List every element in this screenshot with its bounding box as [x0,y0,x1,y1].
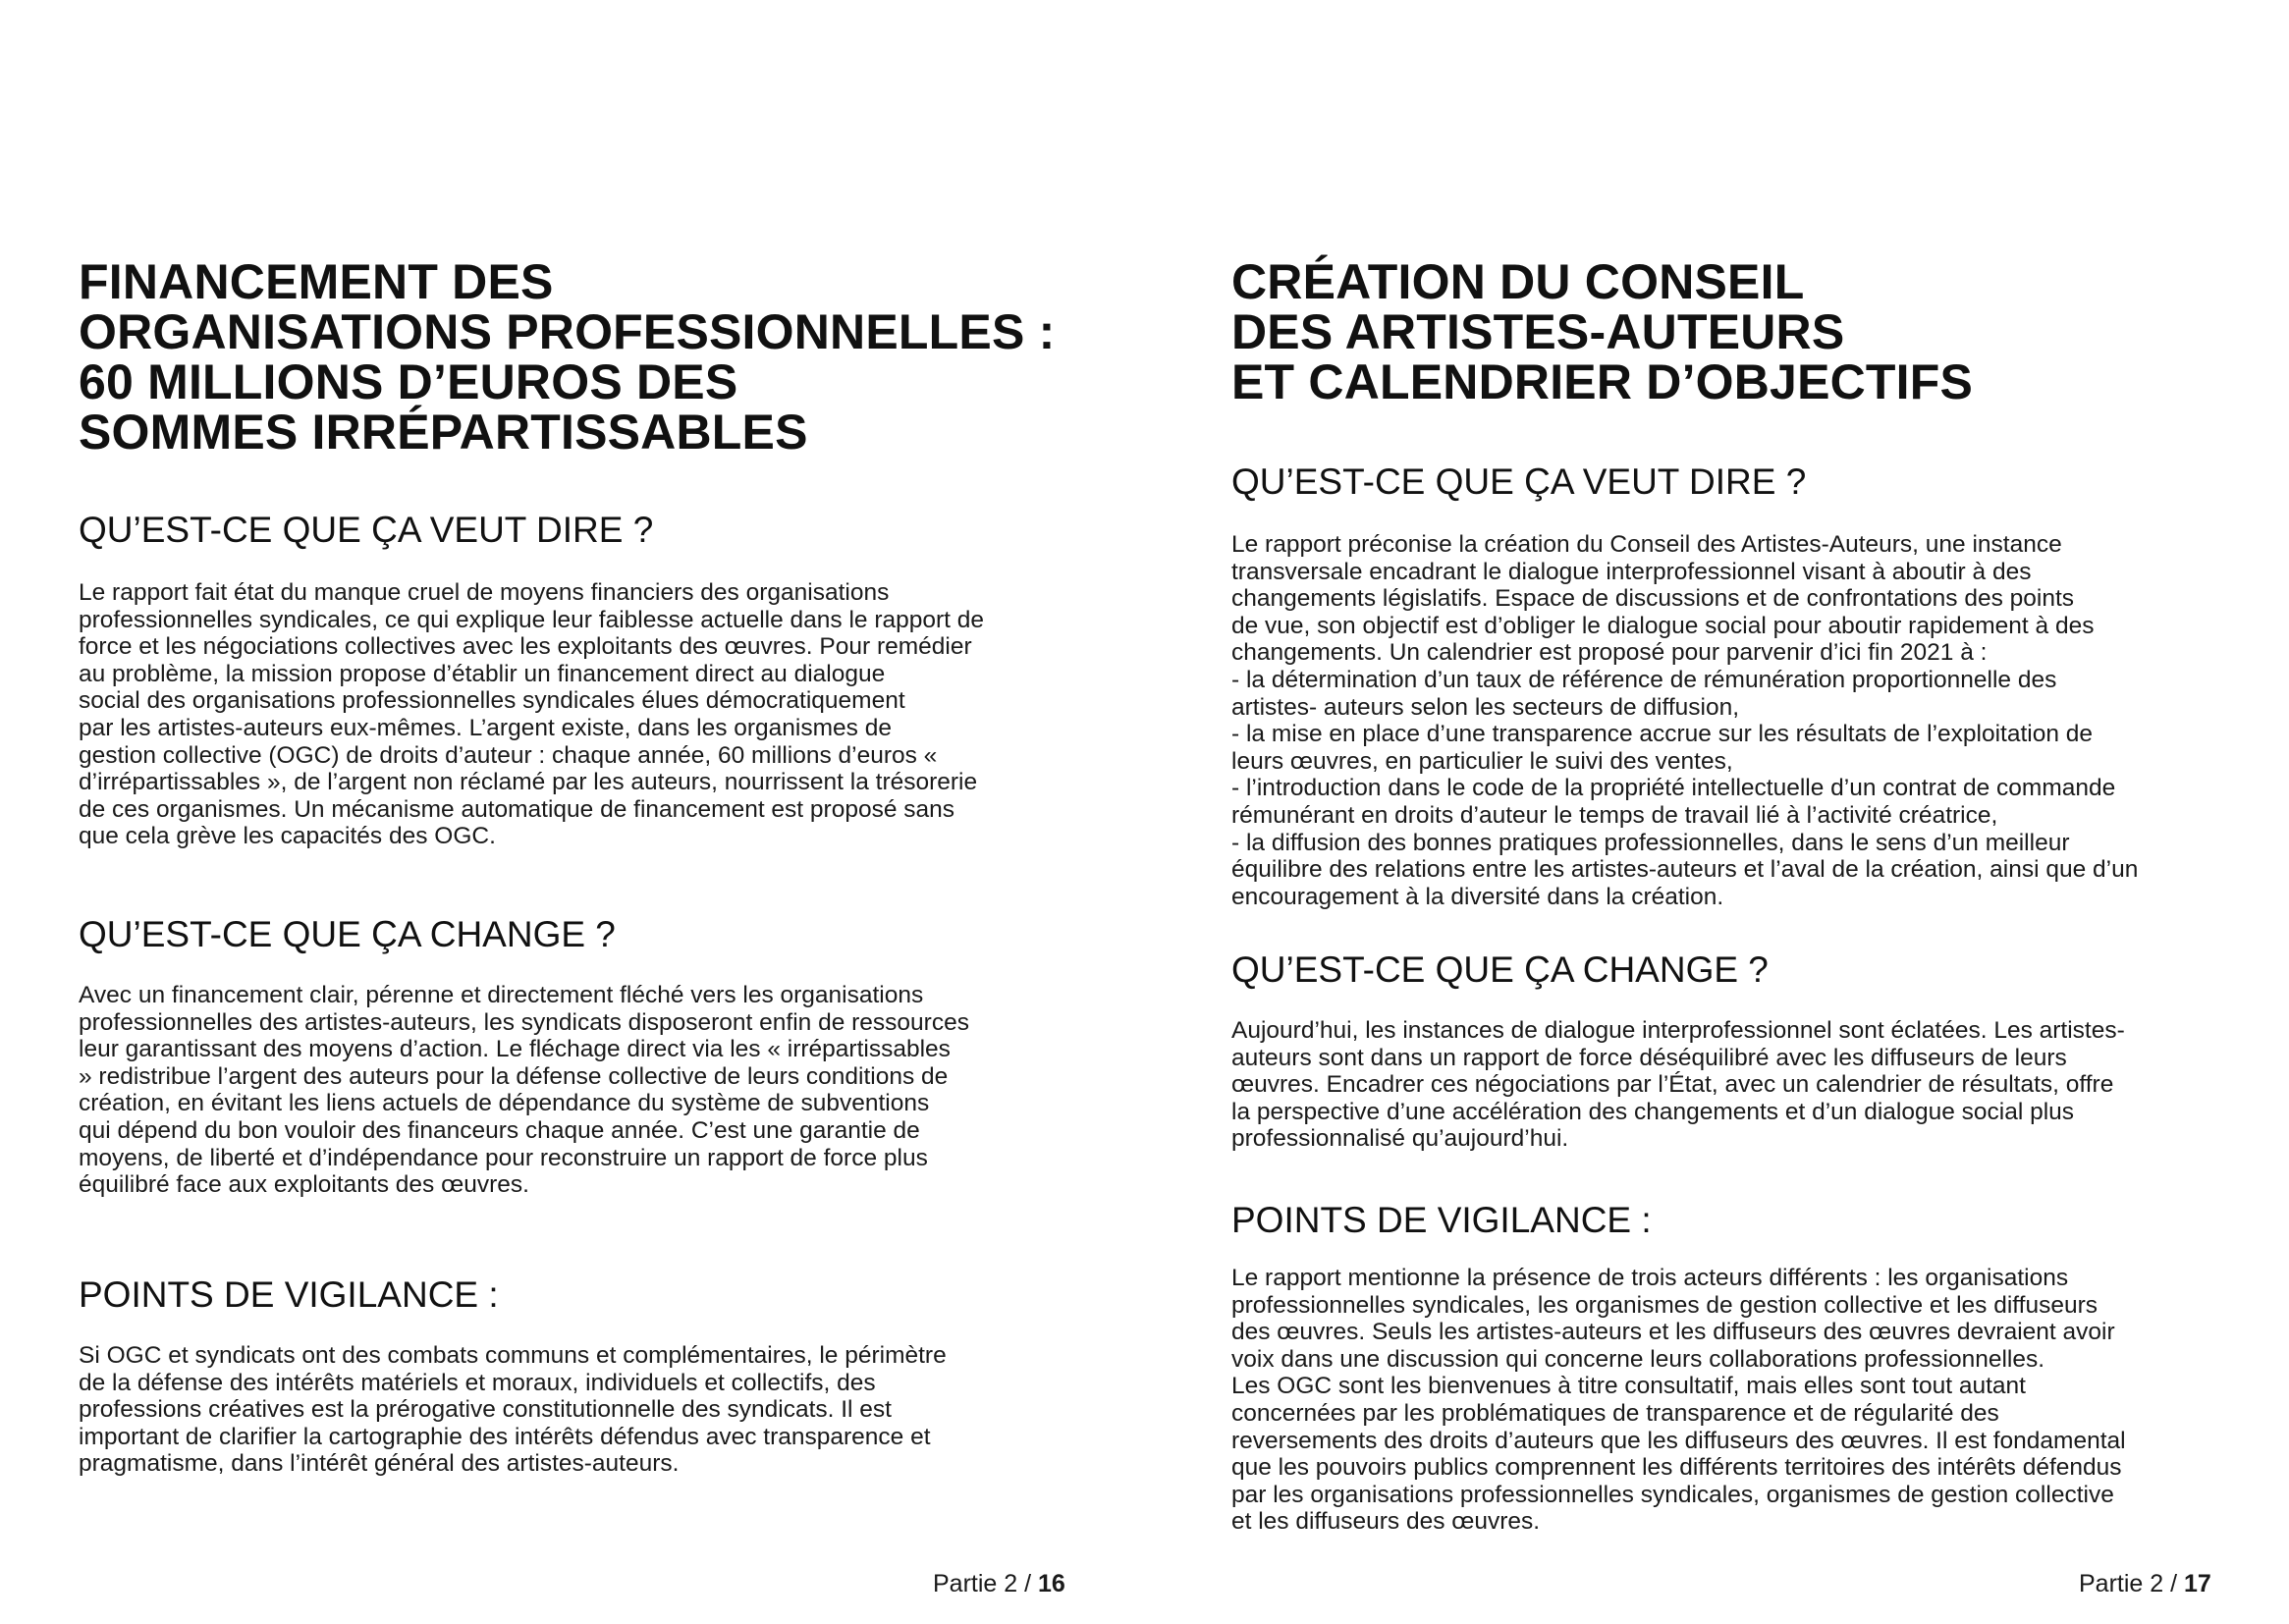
section-heading-vigilance: POINTS DE VIGILANCE : [1231,1200,1652,1240]
body-line: important de clarifier la cartographie des intérêts défendus avec transparence et [79,1423,931,1450]
page-footer [2079,1569,2211,1598]
title-line: DES ARTISTES-AUTEURS [1231,304,1845,359]
body-line: professionnelles des artistes-auteurs, les syndicats disposeront enfin de ressources [79,1008,969,1036]
footer-label: Partie 2 [2079,1570,2164,1597]
body-line: artistes- auteurs selon les secteurs de diffusion, [1231,693,1740,721]
body-line: professionnelles syndicales, ce qui explique leur faiblesse actuelle dans le rapport de [79,606,985,633]
body-line: - la diffusion des bonnes pratiques professionnelles, dans le sens d’un meilleur [1231,829,2070,856]
body-line: reversements des droits d’auteurs que les diffuseurs des œuvres. Il est fondamental [1231,1427,2126,1454]
title-line: 60 MILLIONS D’EUROS DES [79,354,738,409]
section-heading-change: QU’EST-CE QUE ÇA CHANGE ? [1231,949,1769,990]
body-line: œuvres. Encadrer ces négociations par l’État, avec un calendrier de résultats, offre [1231,1071,2114,1099]
title-line: ET CALENDRIER D’OBJECTIFS [1231,354,1974,409]
body-line: voix dans une discussion qui concerne leurs collaborations professionnelles. [1231,1345,2045,1373]
body-line: que cela grève les capacités des OGC. [79,823,496,850]
body-line: création, en évitant les liens actuels de dépendance du système de subventions [79,1090,930,1117]
footer-separator: / [2170,1570,2178,1597]
body-line: leur garantissant des moyens d’action. Le fléchage direct via les « irrépartissables [79,1036,951,1063]
section-body-vigilance [1231,1265,2126,1536]
section-heading-change: QU’EST-CE QUE ÇA CHANGE ? [79,914,616,954]
body-line: concernées par les problématiques de transparence et de régularité des [1231,1399,1999,1427]
footer-label: Partie 2 [933,1570,1018,1597]
body-line: moyens, de liberté et d’indépendance pour reconstruire un rapport de force plus [79,1144,928,1171]
body-line: de la défense des intérêts matériels et moraux, individuels et collectifs, des [79,1369,876,1396]
body-line: social des organisations professionnelles syndicales élues démocratiquement [79,687,905,715]
body-line: professionnalisé qu’aujourd’hui. [1231,1125,1569,1153]
body-line: Le rapport fait état du manque cruel de moyens financiers des organisations [79,579,890,606]
body-line: la perspective d’une accélération des changements et d’un dialogue social plus [1231,1098,2075,1125]
page-number: 17 [2184,1570,2211,1597]
body-line: de ces organismes. Un mécanisme automatique de financement est proposé sans [79,795,955,823]
title-line: FINANCEMENT DES [79,254,554,309]
body-line: Le rapport mentionne la présence de trois acteurs différents : les organisations [1231,1265,2069,1291]
footer-separator: / [1024,1570,1032,1597]
body-line: des œuvres. Seuls les artistes-auteurs et les diffuseurs des œuvres devraient avoir [1231,1319,2115,1346]
right-page [1231,0,2243,1624]
body-line: Si OGC et syndicats ont des combats communs et complémentaires, le périmètre [79,1342,947,1369]
body-line: - la mise en place d’une transparence accrue sur les résultats de l’exploitation de [1231,721,2094,748]
left-page-title [79,254,1056,460]
body-line: - la détermination d’un taux de référence de rémunération proportionnelle des [1231,666,2057,693]
body-line: par les artistes-auteurs eux-mêmes. L’argent existe, dans les organismes de [79,714,892,741]
body-line: pragmatisme, dans l’intérêt général des artistes-auteurs. [79,1450,680,1478]
body-line: et les diffuseurs des œuvres. [1231,1508,1541,1536]
body-line: Le rapport préconise la création du Conseil des Artistes-Auteurs, une instance [1231,531,2062,558]
body-line: auteurs sont dans un rapport de force déséquilibré avec les diffuseurs de leurs [1231,1044,2067,1071]
body-line: changements. Un calendrier est proposé pour parvenir d’ici fin 2021 à : [1231,639,1988,667]
section-body-meaning [79,579,984,850]
title-line: CRÉATION DU CONSEIL [1231,254,1805,309]
body-line: par les organisations professionnelles syndicales, organismes de gestion collective [1231,1481,2114,1508]
body-line: transversale encadrant le dialogue interprofessionnel visant à aboutir à des [1231,558,2032,585]
body-line: force et les négociations collectives avec les exploitants des œuvres. Pour remédier [79,633,972,661]
body-line: Avec un financement clair, pérenne et directement fléché vers les organisations [79,982,924,1008]
body-line: Les OGC sont les bienvenues à titre consultatif, mais elles sont tout autant [1231,1373,2026,1400]
body-line: qui dépend du bon vouloir des financeurs chaque année. C’est une garantie de [79,1116,920,1144]
body-line: d’irrépartissables », de l’argent non réclamé par les auteurs, nourrissent la trésorerie [79,769,978,796]
section-body-change [1231,1017,2125,1153]
body-line: professions créatives est la prérogative constitutionnelle des syndicats. Il est [79,1396,892,1424]
title-line: ORGANISATIONS PROFESSIONNELLES : [79,304,1056,359]
left-page [79,0,1085,1624]
page-footer [933,1569,1065,1598]
body-line: Aujourd’hui, les instances de dialogue interprofessionnel sont éclatées. Les artistes- [1231,1017,2125,1044]
section-body-meaning [1231,531,2138,910]
right-page-title [1231,254,1974,409]
body-line: » redistribue l’argent des auteurs pour la défense collective de leurs conditions de [79,1062,949,1090]
body-line: équilibré face aux exploitants des œuvres. [79,1171,529,1199]
body-line: leurs œuvres, en particulier le suivi des ventes, [1231,747,1733,775]
section-heading-meaning: QU’EST-CE QUE ÇA VEUT DIRE ? [79,510,654,550]
body-line: au problème, la mission propose d’établir un financement direct au dialogue [79,660,886,687]
title-line: SOMMES IRRÉPARTISSABLES [79,405,808,460]
section-heading-vigilance: POINTS DE VIGILANCE : [79,1274,499,1315]
body-line: rémunérant en droits d’auteur le temps de travail lié à l’activité créatrice, [1231,801,1998,829]
section-body-vigilance [79,1342,947,1478]
body-line: encouragement à la diversité dans la création. [1231,883,1724,910]
body-line: gestion collective (OGC) de droits d’auteur : chaque année, 60 millions d’euros « [79,741,938,769]
section-body-change [79,982,969,1199]
body-line: changements législatifs. Espace de discussions et de confrontations des points [1231,585,2075,613]
body-line: de vue, son objectif est d’obliger le dialogue social pour aboutir rapidement à des [1231,612,2095,639]
body-line: que les pouvoirs publics comprennent les différents territoires des intérêts défendus [1231,1454,2122,1482]
page-number: 16 [1038,1570,1065,1597]
body-line: équilibre des relations entre les artistes-auteurs et l’aval de la création, ainsi que d’un [1231,856,2139,884]
section-heading-meaning: QU’EST-CE QUE ÇA VEUT DIRE ? [1231,461,1807,502]
body-line: - l’introduction dans le code de la propriété intellectuelle d’un contrat de commande [1231,775,2116,802]
body-line: professionnelles syndicales, les organismes de gestion collective et les diffuseurs [1231,1291,2098,1319]
